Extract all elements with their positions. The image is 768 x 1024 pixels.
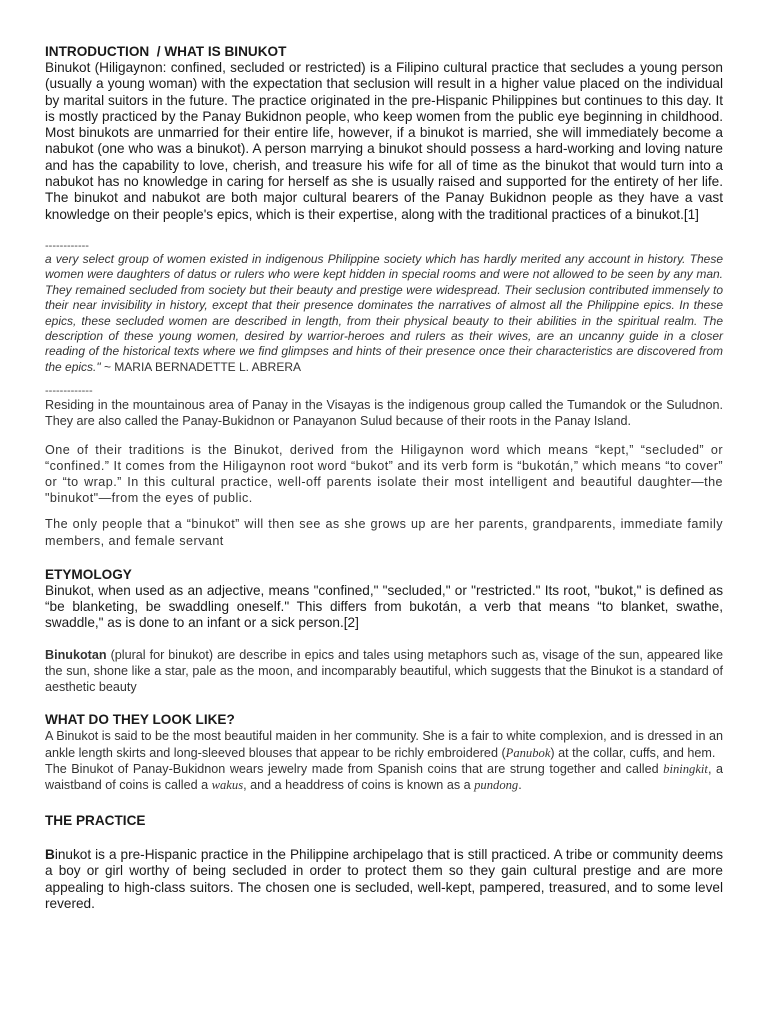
look-heading: WHAT DO THEY LOOK LIKE?	[45, 712, 235, 728]
intro-paragraph: Binukot (Hiligaynon: confined, secluded or restricted) is a Filipino cultural practice that secludes a young person (usually a young woman) with the expectation that seclusion will result in a higher value placed on the individual by marital suitors in the future. The practice originated in the pre-Hispanic Philippines but continues to this day. It is mostly practiced by the Panay Bukidnon people, who keep women from the public eye beginning in childhood. Most binukots are unmarried for their entire life, however, if a binukot is married, she will immediately become a nabukot (one who was a binukot). A person marrying a binukot should possess a hard-working and loving nature and has the capability to love, cherish, and treasure his wife for all of time as the binukot that would turn into a nabukot has no knowledge in caring for herself as she is usually raised and supported for the entirety of her life. The binukot and nabukot are both major cultural bearers of the Panay Bukidnon people as they have a vast knowledge on their people's epics, which is their expertise, along with the traditional practices of a binukot.[1]	[45, 60, 723, 222]
look-paragraph-1: A Binukot is said to be the most beautiful maiden in her community. She is a fair to white complexion, and is dressed in an ankle length skirts and long-sleeved blouses that appear to be richly embroidered (Panubok) at the collar, cuffs, and hem.	[45, 729, 723, 760]
quote-separator-bottom: -------------	[45, 385, 93, 398]
binukotan-body: (plural for binukot) are describe in epics and tales using metaphors such as, visage of the sun, appeared like the sun, shone like a star, pale as the moon, and incomparably beautiful, which suggests that the Binukot is a standard of aesthetic beauty	[45, 647, 723, 695]
intro-heading: INTRODUCTION / WHAT IS BINUKOT	[45, 44, 287, 59]
document-page	[45, 44, 723, 912]
practice-lead-letter: B	[45, 847, 55, 863]
wakus-term: wakus	[211, 777, 244, 792]
binukot-seen-paragraph: The only people that a “binukot” will then see as she grows up are her parents, grandparents, immediate family members, and female servant	[45, 517, 723, 548]
etymology-paragraph: Binukot, when used as an adjective, means "confined," "secluded," or "restricted." Its root, "bukot," is defined as “be blanketing, be swaddling oneself." This differs from bukotán, a verb that means “to blanket, swathe, swaddle," as is done to an infant or a sick person.[2]	[45, 582, 723, 631]
pundong-term: pundong	[474, 777, 519, 792]
quote-text: a very select group of women existed in indigenous Philippine society which has hardly merited any account in history. These women were daughters of datus or rulers who were kept hidden in special rooms and were not allowed to be seen by any man. They remained secluded from society but their beauty and prestige were widespread. Their seclusion contributed immensely to their near invisibility in history, except that their presence dominates the narratives of almost all the Philippine epics. In these epics, these secluded women are described in length, from their physical beauty to their abilities in the spiritual realm. The description of these young women, desired by warrior-heroes and rulers as their wives, are an uncanny guide in a closer reading of the historical texts where we find glimpses and hints of their presence once their characteristics are discovered from the epics."	[45, 251, 723, 374]
quote-separator-top: ------------	[45, 239, 89, 252]
binukotan-paragraph	[45, 647, 723, 696]
practice-paragraph	[45, 847, 723, 912]
abrera-quote	[45, 252, 723, 375]
binukotan-term: Binukotan	[45, 647, 107, 662]
quote-author: ~ MARIA BERNADETTE L. ABRERA	[100, 359, 302, 374]
practice-heading: THE PRACTICE	[45, 813, 146, 829]
tumandok-paragraph: Residing in the mountainous area of Panay in the Visayas is the indigenous group called the Tumandok or the Suludnon. They are also called the Panay-Bukidnon or Panayanon Sulud because of their roots in the Panay Island.	[45, 398, 723, 429]
biningkit-term: biningkit	[663, 761, 708, 776]
etymology-heading: ETYMOLOGY	[45, 566, 132, 582]
look-paragraph-2: The Binukot of Panay-Bukidnon wears jewelry made from Spanish coins that are strung together and called biningkit, a waistband of coins is called a wakus, and a headdress of coins is known as a pundong.	[45, 761, 723, 792]
panubok-term: Panubok	[505, 745, 551, 760]
practice-body: inukot is a pre-Hispanic practice in the Philippine archipelago that is still practiced. A tribe or community deems a boy or girl worthy of being secluded in order to protect them so they gain cultural prestige and are more appealing to high-class suitors. The chosen one is secluded, well-kept, pampered, treasured, and to some level revered.	[45, 847, 723, 912]
binukot-origin-paragraph: One of their traditions is the Binukot, derived from the Hiligaynon word which means “kept,” “secluded” or “confined.” It comes from the Hiligaynon root word “bukot” and its verb form is “bukotán,” which means “to cover” or “to wrap.” In this cultural practice, well-off parents isolate their most intelligent and beautiful daughter—the "binukot"—from the eyes of public.	[45, 442, 723, 506]
